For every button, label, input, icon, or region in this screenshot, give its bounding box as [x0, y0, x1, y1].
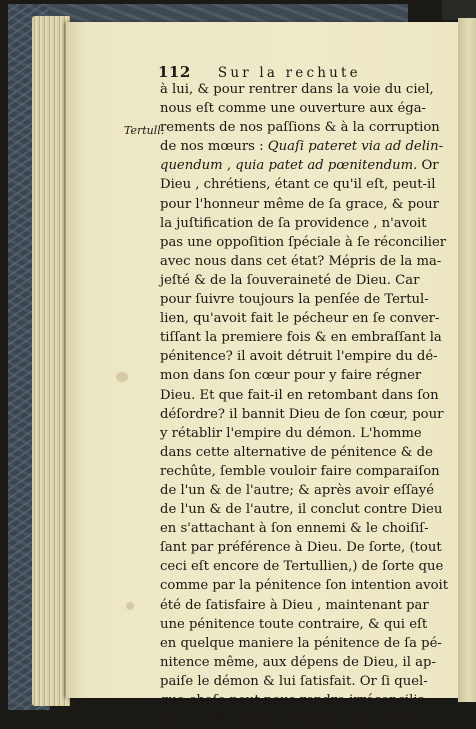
text-run: rements de nos paſſions & à la corruption [160, 120, 440, 136]
text-line [160, 80, 434, 99]
text-run: que choſe peut nous rendre irréconcilia- [160, 693, 430, 708]
text-run: pour ſuivre toujours la penſée de Tertul- [160, 292, 429, 308]
text-run: dans cette alternative de pénitence & de [160, 444, 433, 460]
text-line [160, 424, 422, 443]
text-run: Dieu. Et que fait-il en retombant dans ſon [160, 387, 439, 403]
text-run: été de ſatisfaire à Dieu , maintenant par [160, 597, 429, 613]
foxing-spot [116, 372, 128, 382]
text-line [160, 672, 428, 691]
text-line [160, 252, 442, 271]
text-line [160, 596, 429, 615]
foxing-spot [126, 602, 134, 610]
text-run: nitence même, aux dépens de Dieu, il ap- [160, 654, 436, 670]
text-run: déſordre? il bannit Dieu de ſon cœur, pour [160, 406, 444, 422]
text-run: une pénitence toute contraire, & qui eſt [160, 616, 428, 632]
page-stack-edges [32, 16, 70, 706]
text-run: de l'un & de l'autre; & après avoir eſſayé [160, 482, 435, 498]
text-run: paiſe le démon & lui ſatisfait. Or ſi quel- [160, 673, 428, 689]
text-line [160, 615, 428, 634]
text-run: ceci eſt encore de Tertullien,) de ſorte que [160, 559, 444, 575]
text-run: de l'un & de l'autre, il conclut contre Dieu [160, 502, 443, 518]
text-line [160, 347, 438, 366]
text-run: Dieu , chrétiens, étant ce qu'il eſt, peut-il [160, 177, 436, 193]
background-corner [442, 0, 476, 20]
text-line [160, 653, 436, 672]
text-run: pas une oppoſition ſpéciale à ſe réconcilier [160, 234, 447, 250]
text-run: comme par la pénitence ſon intention avoit [160, 578, 449, 594]
text-line [160, 195, 439, 214]
latin-quotation: quendum , quia patet ad pœnitendum. [160, 158, 418, 174]
text-line [160, 462, 440, 481]
text-run: ſant par préférence à Dieu. De ſorte, (tout [160, 540, 442, 556]
text-line [160, 156, 439, 175]
text-line [160, 710, 421, 729]
text-run: rechûte, ſemble vouloir faire comparaiſon [160, 463, 440, 479]
text-run: tiſſant la premiere fois & en embraſſant la [160, 330, 442, 346]
text-line [160, 500, 443, 519]
running-head [158, 62, 398, 80]
text-line [160, 634, 442, 653]
text-line [160, 557, 444, 576]
text-line [160, 366, 422, 385]
text-line [160, 99, 427, 118]
text-line [160, 538, 442, 557]
text-run: Or [417, 158, 439, 174]
facing-page-edge [458, 18, 476, 702]
text-line [160, 519, 429, 538]
text-line [160, 137, 444, 156]
text-run: bles, n'eſt-ce pas un tel outrage? Toute [160, 712, 421, 728]
running-title: Sur la rechute [217, 65, 361, 81]
page-number: 112 [158, 63, 191, 81]
text-run: la juſtification de ſa providence , n'avoit [160, 215, 427, 231]
text-line [160, 386, 439, 405]
text-line [160, 214, 427, 233]
text-run: lien, qu'avoit fait le pécheur en ſe conver- [160, 311, 440, 327]
text-line [160, 328, 442, 347]
text-run: pour l'honneur même de ſa grace, & pour [160, 196, 439, 212]
latin-quotation: Quaſi pateret via ad delin- [267, 139, 444, 155]
text-run: avec nous dans cet état? Mépris de la ma- [160, 253, 442, 269]
text-line [160, 233, 447, 252]
text-line [160, 175, 436, 194]
text-run: en quelque maniere la pénitence de ſa pé- [160, 635, 442, 651]
text-run: de nos mœurs : [160, 139, 268, 155]
text-run: jeſté & de la ſouveraineté de Dieu. Car [160, 272, 420, 288]
margin-note: Tertull. [124, 124, 165, 137]
body-text [160, 80, 449, 729]
text-line [160, 271, 420, 290]
text-run: y rétablir l'empire du démon. L'homme [160, 425, 422, 441]
text-run: à lui, & pour rentrer dans la voie du ciel, [160, 82, 434, 97]
text-line [160, 576, 449, 595]
text-line [160, 118, 440, 137]
text-run: nous eſt comme une ouverture aux éga- [160, 101, 427, 117]
text-run: en s'attachant à ſon ennemi & le choiſiſ- [160, 521, 429, 537]
text-run: mon dans ſon cœur pour y faire régner [160, 368, 422, 384]
text-line [160, 443, 433, 462]
text-run: pénitence? il avoit détruit l'empire du dé- [160, 349, 438, 365]
text-line [160, 290, 429, 309]
text-line [160, 691, 430, 710]
text-line [160, 405, 444, 424]
text-line [160, 309, 440, 328]
text-line [160, 481, 435, 500]
